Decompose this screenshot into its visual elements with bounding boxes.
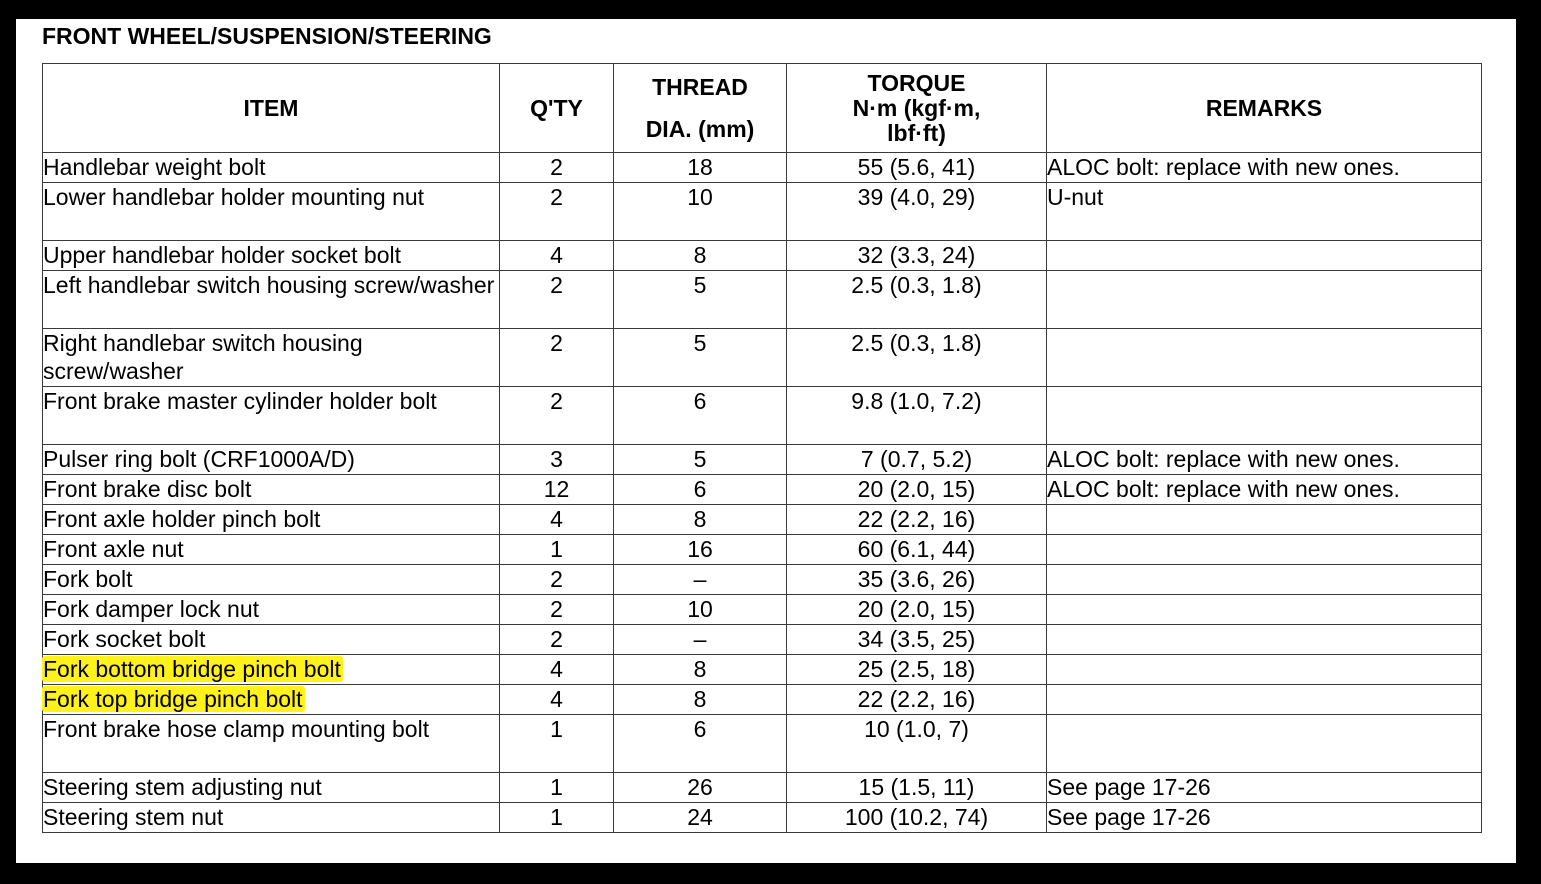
torque-cell: 10 (1.0, 7) bbox=[787, 715, 1047, 773]
qty-cell: 3 bbox=[500, 445, 614, 475]
torque-cell: 9.8 (1.0, 7.2) bbox=[787, 387, 1047, 445]
item-name: Steering stem adjusting nut bbox=[43, 774, 322, 800]
item-name: Lower handlebar holder mounting nut bbox=[43, 184, 425, 210]
item-name: Front brake hose clamp mounting bolt bbox=[43, 716, 430, 742]
table-row bbox=[43, 625, 1482, 655]
header-thread-line2: DIA. (mm) bbox=[645, 115, 755, 142]
qty-cell: 2 bbox=[500, 387, 614, 445]
remarks-cell bbox=[1047, 565, 1482, 595]
thread-cell: 8 bbox=[614, 685, 787, 715]
remarks-cell: See page 17-26 bbox=[1047, 803, 1482, 833]
remarks-cell bbox=[1047, 241, 1482, 271]
remarks-cell bbox=[1047, 685, 1482, 715]
remarks-cell bbox=[1047, 387, 1482, 445]
item-name: Front axle nut bbox=[43, 536, 184, 562]
thread-cell: 8 bbox=[614, 655, 787, 685]
thread-cell: 10 bbox=[614, 595, 787, 625]
qty-cell: 4 bbox=[500, 505, 614, 535]
item-name: Upper handlebar holder socket bolt bbox=[43, 242, 402, 268]
item-name: Front brake master cylinder holder bolt bbox=[43, 388, 437, 414]
remarks-cell bbox=[1047, 655, 1482, 685]
torque-cell: 22 (2.2, 16) bbox=[787, 505, 1047, 535]
remarks-cell: ALOC bolt: replace with new ones. bbox=[1047, 475, 1482, 505]
table-row bbox=[43, 241, 1482, 271]
remarks-cell bbox=[1047, 625, 1482, 655]
thread-cell: 6 bbox=[614, 387, 787, 445]
thread-cell: – bbox=[614, 625, 787, 655]
item-cell bbox=[43, 329, 500, 387]
torque-cell: 20 (2.0, 15) bbox=[787, 475, 1047, 505]
item-name: Pulser ring bolt (CRF1000A/D) bbox=[43, 446, 355, 472]
torque-cell: 22 (2.2, 16) bbox=[787, 685, 1047, 715]
thread-cell: 6 bbox=[614, 715, 787, 773]
table-row bbox=[43, 773, 1482, 803]
table-row bbox=[43, 445, 1482, 475]
qty-cell: 4 bbox=[500, 241, 614, 271]
item-name: Right handlebar switch housing screw/washer bbox=[43, 330, 363, 384]
remarks-cell bbox=[1047, 329, 1482, 387]
qty-cell: 1 bbox=[500, 773, 614, 803]
item-name: Fork bolt bbox=[43, 566, 133, 592]
torque-cell: 60 (6.1, 44) bbox=[787, 535, 1047, 565]
item-cell bbox=[43, 625, 500, 655]
qty-cell: 1 bbox=[500, 535, 614, 565]
thread-cell: 24 bbox=[614, 803, 787, 833]
thread-cell: 5 bbox=[614, 445, 787, 475]
table-row bbox=[43, 715, 1482, 773]
remarks-cell bbox=[1047, 505, 1482, 535]
table-row bbox=[43, 271, 1482, 329]
torque-spec-table bbox=[42, 63, 1482, 833]
table-header-row bbox=[43, 64, 1482, 153]
item-name: Handlebar weight bolt bbox=[43, 154, 266, 180]
table-row bbox=[43, 387, 1482, 445]
item-name: Steering stem nut bbox=[43, 804, 224, 830]
table-body bbox=[43, 153, 1482, 833]
thread-cell: 8 bbox=[614, 505, 787, 535]
document-page bbox=[16, 19, 1516, 863]
table-row bbox=[43, 153, 1482, 183]
qty-cell: 1 bbox=[500, 715, 614, 773]
qty-cell: 2 bbox=[500, 183, 614, 241]
torque-cell: 35 (3.6, 26) bbox=[787, 565, 1047, 595]
table-row bbox=[43, 183, 1482, 241]
qty-cell: 2 bbox=[500, 595, 614, 625]
torque-cell: 2.5 (0.3, 1.8) bbox=[787, 271, 1047, 329]
qty-cell: 2 bbox=[500, 153, 614, 183]
item-cell bbox=[43, 241, 500, 271]
item-cell bbox=[43, 505, 500, 535]
qty-cell: 4 bbox=[500, 655, 614, 685]
thread-cell: – bbox=[614, 565, 787, 595]
item-cell bbox=[43, 685, 500, 715]
qty-cell: 1 bbox=[500, 803, 614, 833]
remarks-cell: ALOC bolt: replace with new ones. bbox=[1047, 153, 1482, 183]
item-name: Fork damper lock nut bbox=[43, 596, 260, 622]
thread-cell: 5 bbox=[614, 329, 787, 387]
item-cell bbox=[43, 655, 500, 685]
torque-cell: 2.5 (0.3, 1.8) bbox=[787, 329, 1047, 387]
table-row bbox=[43, 565, 1482, 595]
torque-cell: 25 (2.5, 18) bbox=[787, 655, 1047, 685]
item-cell bbox=[43, 565, 500, 595]
header-torque-line3: lbf·ft) bbox=[887, 119, 946, 146]
item-cell bbox=[43, 183, 500, 241]
section-title: FRONT WHEEL/SUSPENSION/STEERING bbox=[42, 23, 492, 49]
remarks-cell bbox=[1047, 715, 1482, 773]
qty-cell: 2 bbox=[500, 271, 614, 329]
table-row bbox=[43, 535, 1482, 565]
remarks-cell bbox=[1047, 595, 1482, 625]
thread-cell: 6 bbox=[614, 475, 787, 505]
table-row bbox=[43, 655, 1482, 685]
item-cell bbox=[43, 387, 500, 445]
remarks-cell bbox=[1047, 271, 1482, 329]
thread-cell: 5 bbox=[614, 271, 787, 329]
item-cell bbox=[43, 535, 500, 565]
header-qty: Q'TY bbox=[500, 64, 614, 153]
header-thread-line1: THREAD bbox=[652, 73, 748, 100]
item-name: Front axle holder pinch bolt bbox=[43, 506, 321, 532]
item-name: Fork socket bolt bbox=[43, 626, 206, 652]
thread-cell: 8 bbox=[614, 241, 787, 271]
table-row bbox=[43, 803, 1482, 833]
highlighted-item-name: Fork bottom bridge pinch bolt bbox=[43, 656, 341, 682]
item-cell bbox=[43, 475, 500, 505]
item-cell bbox=[43, 445, 500, 475]
header-remarks: REMARKS bbox=[1047, 64, 1482, 153]
table-row bbox=[43, 505, 1482, 535]
torque-cell: 32 (3.3, 24) bbox=[787, 241, 1047, 271]
remarks-cell: ALOC bolt: replace with new ones. bbox=[1047, 445, 1482, 475]
qty-cell: 2 bbox=[500, 329, 614, 387]
torque-cell: 20 (2.0, 15) bbox=[787, 595, 1047, 625]
torque-cell: 15 (1.5, 11) bbox=[787, 773, 1047, 803]
item-name: Left handlebar switch housing screw/washer bbox=[43, 272, 495, 298]
highlighted-item-name: Fork top bridge pinch bolt bbox=[43, 686, 303, 712]
item-name: Front brake disc bolt bbox=[43, 476, 252, 502]
torque-cell: 34 (3.5, 25) bbox=[787, 625, 1047, 655]
item-cell bbox=[43, 271, 500, 329]
item-cell bbox=[43, 715, 500, 773]
header-thread bbox=[614, 64, 787, 153]
table-row bbox=[43, 475, 1482, 505]
item-cell bbox=[43, 803, 500, 833]
remarks-cell bbox=[1047, 535, 1482, 565]
qty-cell: 12 bbox=[500, 475, 614, 505]
torque-cell: 39 (4.0, 29) bbox=[787, 183, 1047, 241]
item-cell bbox=[43, 153, 500, 183]
torque-cell: 7 (0.7, 5.2) bbox=[787, 445, 1047, 475]
torque-cell: 55 (5.6, 41) bbox=[787, 153, 1047, 183]
torque-cell: 100 (10.2, 74) bbox=[787, 803, 1047, 833]
thread-cell: 10 bbox=[614, 183, 787, 241]
qty-cell: 4 bbox=[500, 685, 614, 715]
thread-cell: 18 bbox=[614, 153, 787, 183]
qty-cell: 2 bbox=[500, 625, 614, 655]
item-cell bbox=[43, 773, 500, 803]
table-row bbox=[43, 595, 1482, 625]
remarks-cell: U-nut bbox=[1047, 183, 1482, 241]
table-row bbox=[43, 329, 1482, 387]
table-row bbox=[43, 685, 1482, 715]
thread-cell: 16 bbox=[614, 535, 787, 565]
header-torque-line1: TORQUE bbox=[867, 69, 966, 96]
header-item: ITEM bbox=[43, 64, 500, 153]
header-torque-line2: N·m (kgf·m, bbox=[852, 94, 981, 121]
remarks-cell: See page 17-26 bbox=[1047, 773, 1482, 803]
item-cell bbox=[43, 595, 500, 625]
qty-cell: 2 bbox=[500, 565, 614, 595]
thread-cell: 26 bbox=[614, 773, 787, 803]
header-torque bbox=[787, 64, 1047, 153]
